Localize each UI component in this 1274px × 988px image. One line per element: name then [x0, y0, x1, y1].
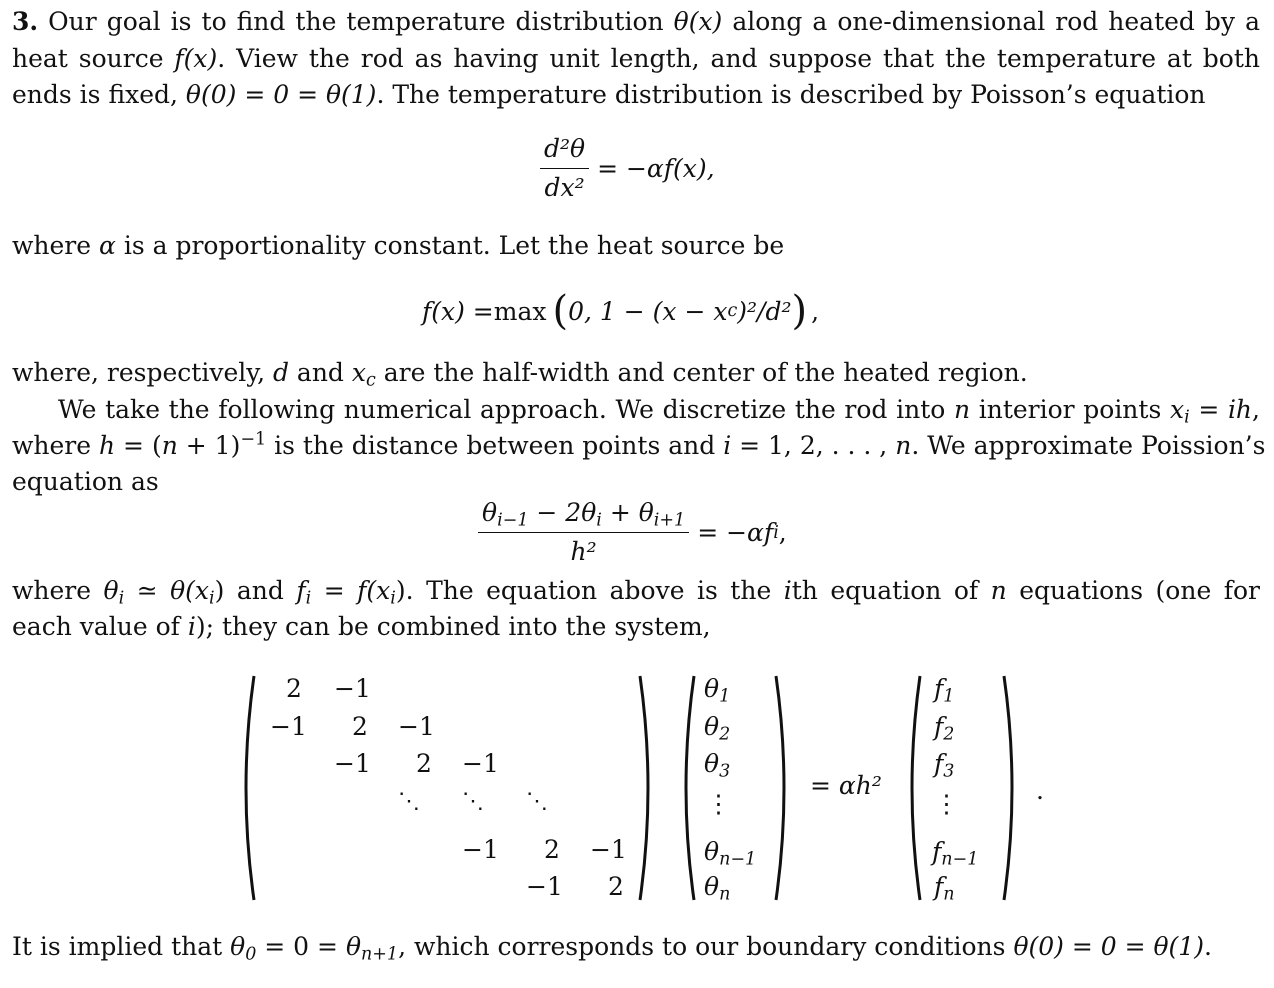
theta-definition-line-2: each value of i); they can be combined into the system, — [12, 612, 711, 641]
matrix-cell: 2 — [544, 835, 560, 864]
f-entry: $f_2$ — [934, 712, 955, 745]
matrix-right-paren — [638, 674, 658, 902]
theta-vdots: ⋮ — [706, 789, 731, 818]
approach-line-1: We take the following numerical approach. We discretize the rod into n interior points $x_i$ = ih, — [58, 395, 1260, 428]
intro-line-1: 3. Our goal is to find the temperature distribution θ(x) along a one-dimensional rod heated by a — [12, 7, 1260, 36]
approach-line-2: where $h = (n + 1)^{-1}$ is the distance between points and i = 1, 2, . . . , n. We approximate Poission’s — [12, 429, 1266, 460]
rhs-factor: = αh² — [810, 771, 882, 800]
matrix-cell: −1 — [334, 749, 371, 778]
matrix-ddots: ⋱ — [462, 789, 484, 814]
theta-entry: $\theta_{n-1}$ — [704, 837, 757, 870]
theta-entry: $\theta_2$ — [704, 712, 731, 745]
intro-line-2: heat source f(x). View the rod as having unit length, and suppose that the temperature at both — [12, 44, 1260, 73]
approach-line-3: equation as — [12, 467, 159, 496]
halfwidth-line: where, respectively, d and $x_c$ are the half-width and center of the heated region. — [12, 358, 1028, 391]
f-entry: $f_{n-1}$ — [932, 837, 979, 870]
matrix-cell: −1 — [590, 835, 627, 864]
matrix-cell: −1 — [270, 712, 307, 741]
matrix-left-paren — [236, 674, 256, 902]
f-entry: $f_1$ — [934, 674, 955, 707]
matrix-cell: −1 — [462, 749, 499, 778]
matrix-cell: −1 — [462, 835, 499, 864]
matrix-cell: 2 — [416, 749, 432, 778]
theta-entry: $\theta_3$ — [704, 749, 731, 782]
f-left-paren — [902, 674, 922, 902]
theta-definition-line-1: where $\theta_i$ ≃ $\theta(x_i)$ and $f_i = f(x_i)$. The equation above is the ith equation of n equations (one for — [12, 576, 1260, 609]
matrix-cell: −1 — [398, 712, 435, 741]
question-number: 3. — [12, 7, 39, 36]
theta-left-paren — [676, 674, 696, 902]
matrix-ddots: ⋱ — [526, 789, 548, 814]
poisson-equation: $\frac{\text{d²θ}}{\text{dx²}}$ = −αf(x), — [532, 134, 715, 203]
matrix-cell: −1 — [334, 674, 371, 703]
f-entry: $f_n$ — [934, 872, 955, 905]
intro-line-3: ends is fixed, θ(0) = 0 = θ(1). The temperature distribution is described by Poisson’s equation — [12, 80, 1206, 109]
matrix-cell: 2 — [608, 872, 624, 901]
system-period: . — [1036, 776, 1044, 805]
theta-entry: $\theta_1$ — [704, 674, 731, 707]
matrix-cell: −1 — [526, 872, 563, 901]
matrix-cell: 2 — [352, 712, 368, 741]
f-entry: $f_3$ — [934, 749, 955, 782]
matrix-cell: 2 — [286, 674, 302, 703]
heat-source-equation: f(x) = max ( 0, 1 − (x − x c )²/d² ) , — [422, 288, 820, 334]
alpha-line: where α is a proportionality constant. Let the heat source be — [12, 231, 785, 260]
f-right-paren — [1002, 674, 1022, 902]
discrete-equation: $\frac{\theta_{i-1} - 2\theta_i + \theta_{i+1}}{\text{h²}}$ = −αf i , — [470, 498, 787, 567]
f-vdots: ⋮ — [934, 789, 959, 818]
matrix-ddots: ⋱ — [398, 789, 420, 814]
theta-entry: $\theta_n$ — [704, 872, 731, 905]
boundary-line: It is implied that $\theta_0 = 0 = \theta_{n+1}$, which corresponds to our boundary conditions θ(0) = 0 = θ(1). — [12, 932, 1212, 965]
theta-right-paren — [774, 674, 794, 902]
